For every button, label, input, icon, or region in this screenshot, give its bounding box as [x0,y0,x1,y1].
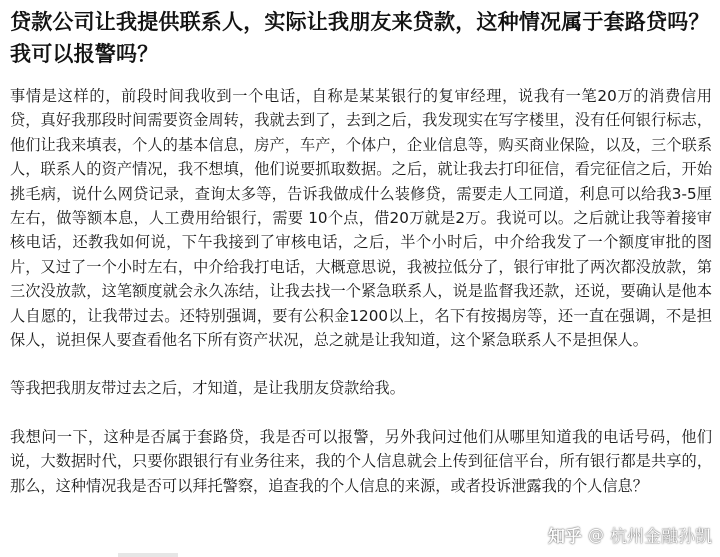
zhihu-logo: 知乎 [548,527,582,547]
bottom-scroll-hint [118,553,178,557]
zhihu-watermark [548,522,712,547]
question-paragraph: 等我把我朋友带过去之后，才知道，是让我朋友贷款给我。 [10,379,405,398]
watermark-author: 杭州金融孙凯 [610,527,712,547]
question-paragraph: 我想问一下，这种是否属于套路贷，我是否可以报警，另外我问过他们从哪里知道我的电话号码，他们说，大数据时代，只要你跟银行有业务往来，我的个人信息就会上传到征信平台，所有银行都是共享的，那么，这种情况我是否可以拜托警察，追查我的个人信息的来源，或者投诉泄露我的个人信息？ [10,427,712,495]
question-body [10,84,712,498]
question-title[interactable]: 贷款公司让我提供联系人，实际让我朋友来贷款，这种情况属于套路贷吗？我可以报警吗？ [10,10,710,66]
question-paragraph: 事情是这样的，前段时间我收到一个电话，自称是某某银行的复审经理，说我有一笔20万的消费信用贷，真好我那段时间需要资金周转，我就去到了，去到之后，我发现实在写字楼里，没有任何银行标志，他们让我来填表，个人的基本信息，房产，车产，个体户，企业信息等，购买商业保险，以及，三个联系人，联系人的资产情况，我不想填，他们说要抓取数据。之后，就让我去打印征信，看完征信之后，开始挑毛病，说什么网贷记录，查询太多等，告诉我做成什么装修贷，需要走人工同道，利息可以给我3-5厘左右，做等额本息，人工费用给银行，需要 10个点，借20万就是2万。我说可以。之后就让我等着接审核电话，还教我如何说，下午我接到了审核电话，之后，半个小时后，中介给我发了一个额度审批的图片，又过了一个小时左右，中介给我打电话，大概意思说，我被拉低分了，银行审批了两次都没放款，第三次没放款，这笔额度就会永久冻结，让我去找一个紧急联系人，说是监督我还款，还说，要确认是他本人自愿的，让我带过去。还特别强调，要有公积金1200以上，名下有按揭房等，还一直在强调，不是担保人，说担保人要查看他名下所有资产状况，总之就是让我知道，这个紧急联系人不是担保人。 [10,87,712,350]
question-card [10,6,712,498]
at-symbol: @ [588,525,604,544]
